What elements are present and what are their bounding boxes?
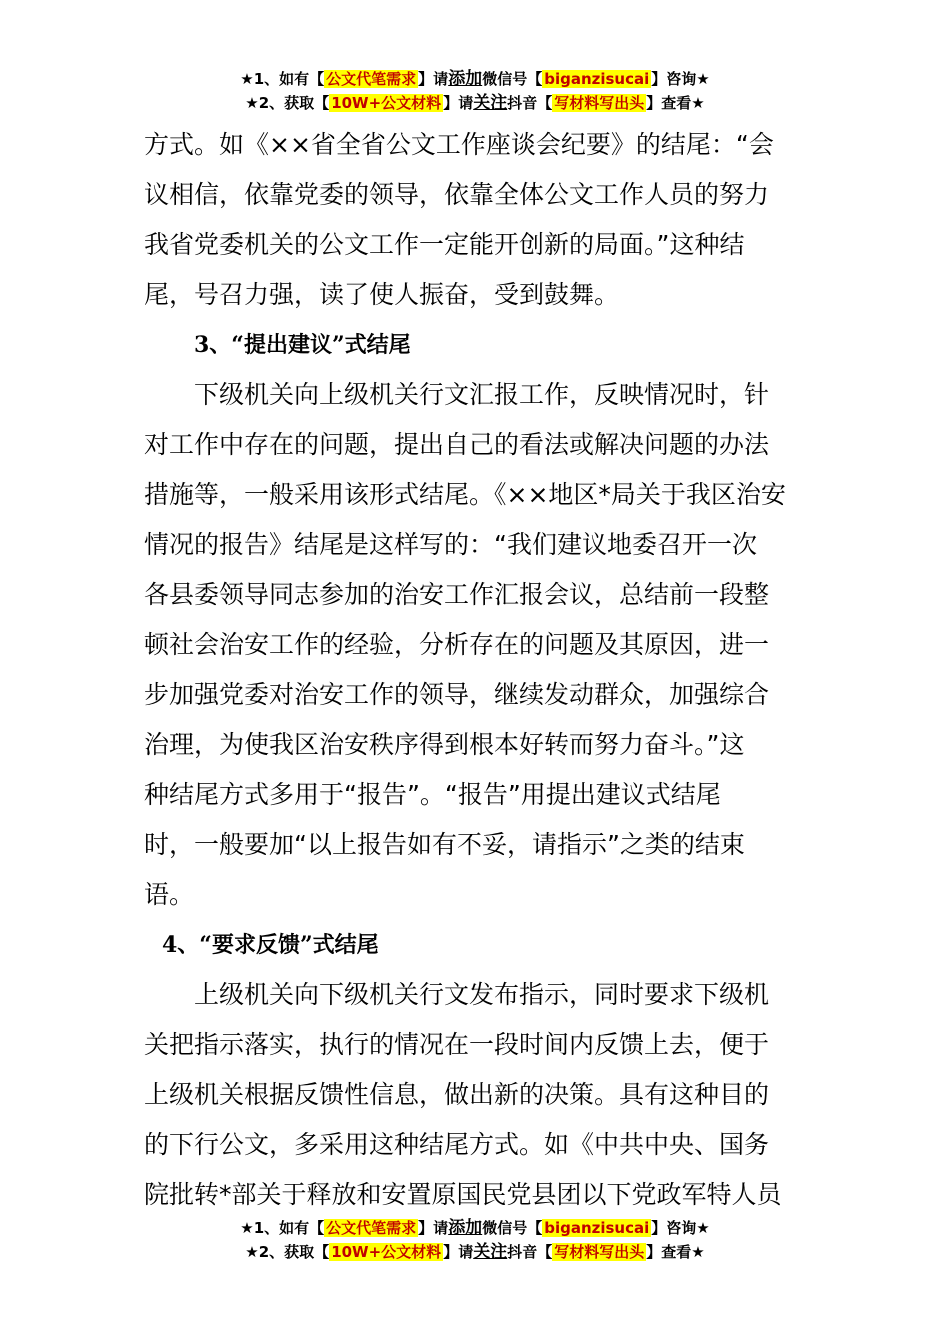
section-heading-4: 4、“要求反馈”式结尾 — [162, 932, 379, 958]
body-line: 情况的报告》结尾是这样写的：“我们建议地委召开一次 — [144, 530, 757, 559]
highlight-douyin: 写材料写出头 — [554, 1243, 645, 1261]
banner-line-2: ★2、获取【 10W+公文材料 】请关注抖音【 写材料写出头 】查看★ — [245, 1242, 705, 1262]
body-line: 顿社会治安工作的经验，分析存在的问题及其原因，进一 — [144, 630, 770, 659]
body-line: 上级机关根据反馈性信息，做出新的决策。具有这种目的 — [144, 1080, 770, 1109]
body-line: 各县委领导同志参加的治安工作汇报会议，总结前一段整 — [144, 580, 770, 609]
body-line: 语。 — [144, 880, 195, 909]
body-line: 的下行公文，多采用这种结尾方式。如《中共中央、国务 — [144, 1130, 770, 1159]
body-line: 尾，号召力强，读了使人振奋，受到鼓舞。 — [144, 280, 620, 309]
body-line: 时，一般要加“以上报告如有不妥，请指示”之类的结束 — [144, 830, 745, 859]
header-banner — [0, 67, 950, 115]
highlight-materials: 10W+公文材料 — [331, 94, 442, 112]
highlight-wechat-id: biganzisucai — [544, 70, 650, 88]
body-line: 关把指示落实，执行的情况在一段时间内反馈上去，便于 — [144, 1030, 770, 1059]
body-line: 下级机关向上级机关行文汇报工作，反映情况时，针 — [194, 380, 770, 409]
body-line: 措施等，一般采用该形式结尾。《××地区*局关于我区治安 — [144, 480, 786, 509]
banner-line-1: ★1、如有【 公文代笔需求 】请添加微信号【 biganzisucai 】咨询★ — [240, 1218, 710, 1238]
document-body — [144, 120, 808, 1220]
body-line: 对工作中存在的问题，提出自己的看法或解决问题的办法 — [144, 430, 770, 459]
banner-line-1: ★1、如有【 公文代笔需求 】请添加微信号【 biganzisucai 】咨询★ — [240, 69, 710, 89]
banner-line-2: ★2、获取【 10W+公文材料 】请关注抖音【 写材料写出头 】查看★ — [245, 93, 705, 113]
highlight-douyin: 写材料写出头 — [554, 94, 645, 112]
section-heading-3: 3、“提出建议”式结尾 — [194, 332, 411, 358]
body-line: 步加强党委对治安工作的领导，继续发动群众，加强综合 — [144, 680, 770, 709]
body-line: 方式。如《××省全省公文工作座谈会纪要》的结尾：“会 — [144, 130, 774, 159]
highlight-ghostwriting: 公文代笔需求 — [326, 70, 417, 88]
body-line: 议相信，依靠党委的领导，依靠全体公文工作人员的努力 — [144, 180, 770, 209]
body-line: 院批转*部关于释放和安置原国民党县团以下党政军特人员 — [144, 1180, 782, 1209]
highlight-wechat-id: biganzisucai — [544, 1219, 650, 1237]
body-line: 上级机关向下级机关行文发布指示，同时要求下级机 — [194, 980, 770, 1009]
highlight-ghostwriting: 公文代笔需求 — [326, 1219, 417, 1237]
body-line: 我省党委机关的公文工作一定能开创新的局面。”这种结 — [144, 230, 745, 259]
body-line: 种结尾方式多用于“报告”。“报告”用提出建议式结尾 — [144, 780, 721, 809]
footer-banner — [0, 1216, 950, 1264]
highlight-materials: 10W+公文材料 — [331, 1243, 442, 1261]
body-line: 治理，为使我区治安秩序得到根本好转而努力奋斗。”这 — [144, 730, 745, 759]
